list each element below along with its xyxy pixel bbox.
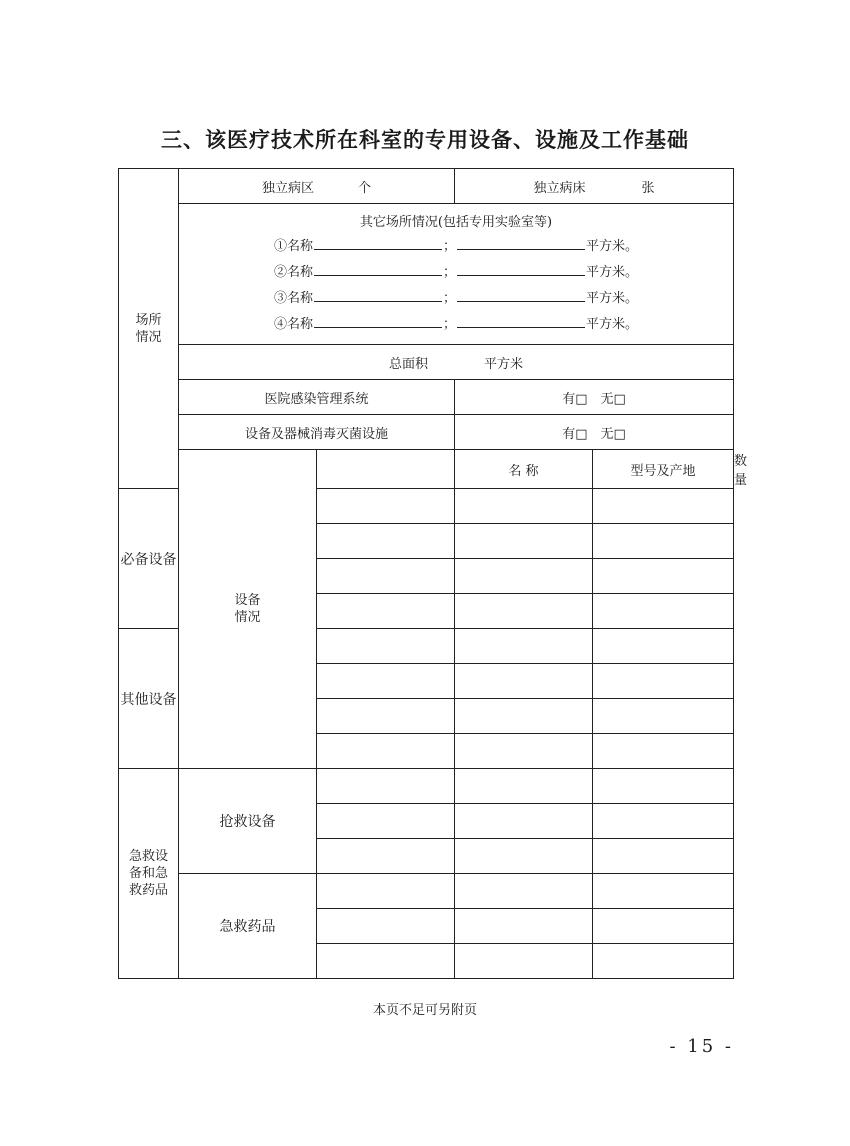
table-cell[interactable] — [317, 839, 455, 874]
table-cell[interactable] — [317, 909, 455, 944]
ward-label: 独立病区 — [261, 180, 314, 196]
infection-system-options[interactable]: 有□ 无□ — [455, 380, 734, 415]
entry-semicolon: ； — [442, 264, 456, 280]
table-cell[interactable] — [455, 909, 593, 944]
entry-semicolon: ； — [442, 238, 456, 254]
column-header-name: 名 称 — [455, 450, 593, 489]
table-cell[interactable] — [317, 769, 455, 804]
entry-area-blank[interactable] — [457, 287, 585, 302]
entry-marker: ①名称 — [273, 238, 313, 254]
table-cell[interactable] — [593, 839, 734, 874]
total-area-cell[interactable] — [179, 345, 734, 380]
equipment-section-label-line: 设备 — [234, 593, 261, 608]
table-cell[interactable] — [455, 804, 593, 839]
entry-area-blank[interactable] — [457, 235, 585, 250]
equipment-section-label — [179, 450, 317, 769]
infection-system-label: 医院感染管理系统 — [179, 380, 455, 415]
table-cell[interactable] — [593, 909, 734, 944]
footer-note: 本页不足可另附页 — [372, 1003, 477, 1018]
table-cell[interactable] — [593, 524, 734, 559]
table-cell[interactable] — [593, 629, 734, 664]
table-cell[interactable] — [317, 664, 455, 699]
emergency-section-label — [119, 769, 179, 979]
table-cell[interactable] — [317, 699, 455, 734]
entry-name-blank[interactable] — [314, 261, 442, 276]
emergency-section-label-line: 急救设 — [128, 849, 168, 864]
entry-name-blank[interactable] — [314, 235, 442, 250]
table-cell[interactable] — [455, 699, 593, 734]
table-cell[interactable] — [593, 944, 734, 979]
table-cell[interactable] — [317, 524, 455, 559]
entry-unit: 平方米。 — [586, 290, 639, 306]
table-cell[interactable] — [593, 699, 734, 734]
table-cell[interactable] — [593, 594, 734, 629]
table-cell[interactable] — [593, 874, 734, 909]
entry-unit: 平方米。 — [586, 264, 639, 280]
table-cell[interactable] — [593, 804, 734, 839]
page-title: 三、该医疗技术所在科室的专用设备、设施及工作基础 — [161, 128, 689, 152]
entry-marker: ④名称 — [273, 316, 313, 332]
required-equipment-label: 必备设备 — [119, 489, 179, 629]
disinfection-label: 设备及器械消毒灭菌设施 — [179, 415, 455, 450]
emergency-section-label-line: 救药品 — [128, 883, 168, 898]
entry-name-blank[interactable] — [314, 313, 442, 328]
other-equipment-label: 其他设备 — [119, 629, 179, 769]
ward-unit: 个 — [358, 180, 372, 196]
bed-label: 独立病床 — [533, 180, 586, 196]
ward-cell[interactable] — [179, 169, 455, 204]
table-cell[interactable] — [593, 734, 734, 769]
table-cell[interactable] — [455, 559, 593, 594]
entry-area-blank[interactable] — [457, 261, 585, 276]
venue-entry — [179, 286, 733, 312]
other-places-label: 其它场所情况(包括专用实验室等) — [359, 214, 553, 230]
table-cell[interactable] — [317, 734, 455, 769]
entry-name-blank[interactable] — [314, 287, 442, 302]
entry-area-blank[interactable] — [457, 313, 585, 328]
table-cell[interactable] — [455, 594, 593, 629]
venue-section-label-line: 情况 — [135, 329, 162, 345]
emergency-drugs-label: 急救药品 — [179, 874, 317, 979]
table-cell[interactable] — [593, 664, 734, 699]
page-number: - 15 - — [669, 1036, 734, 1057]
table-cell[interactable] — [317, 594, 455, 629]
table-cell[interactable] — [455, 734, 593, 769]
table-cell[interactable] — [593, 489, 734, 524]
equipment-section-label-line: 情况 — [234, 610, 261, 625]
header-empty-cell — [317, 450, 455, 489]
table-cell[interactable] — [455, 629, 593, 664]
entry-marker: ②名称 — [273, 264, 313, 280]
table-cell[interactable] — [317, 874, 455, 909]
bed-cell[interactable] — [455, 169, 734, 204]
venue-entry — [179, 234, 733, 260]
venue-entry — [179, 260, 733, 286]
total-area-unit: 平方米 — [484, 356, 524, 372]
disinfection-options[interactable]: 有□ 无□ — [455, 415, 734, 450]
table-cell[interactable] — [455, 874, 593, 909]
entry-unit: 平方米。 — [586, 316, 639, 332]
table-cell[interactable] — [317, 629, 455, 664]
table-cell[interactable] — [455, 489, 593, 524]
rescue-equipment-label: 抢救设备 — [179, 769, 317, 874]
table-cell[interactable] — [317, 944, 455, 979]
table-cell[interactable] — [455, 769, 593, 804]
column-header-model: 型号及产地 — [593, 450, 734, 489]
table-cell[interactable] — [455, 664, 593, 699]
venue-section-label — [119, 169, 179, 489]
other-places-cell — [179, 204, 734, 345]
table-cell[interactable] — [593, 769, 734, 804]
entry-semicolon: ； — [442, 316, 456, 332]
table-cell[interactable] — [317, 804, 455, 839]
equipment-facilities-form: 场所 情况 独立病区 个 独立病床 张 其它场所情况(包括专用实验室等) ①名称 ； 平方米。 ②名称 ； 平方米。 ③名称 ； 平方米。 ④名称 ； 平方米。 总面积 平方米 医院感染管理系统 有□ 无□ 设备及器械消毒灭菌设施 有□ 无□ 设备 情况 名 称 型号及产地 数量 必备设备 其他设备 急救设 备和急 救药品 抢救设备 急救药品 — [118, 168, 734, 979]
total-area-label: 总面积 — [388, 356, 428, 372]
bed-unit: 张 — [641, 180, 655, 196]
table-cell[interactable] — [317, 559, 455, 594]
table-cell[interactable] — [317, 489, 455, 524]
table-cell[interactable] — [455, 839, 593, 874]
entry-marker: ③名称 — [273, 290, 313, 306]
venue-section-label-line: 场所 — [135, 312, 162, 328]
table-cell[interactable] — [593, 559, 734, 594]
table-cell[interactable] — [455, 944, 593, 979]
venue-entry — [179, 312, 733, 338]
entry-unit: 平方米。 — [586, 238, 639, 254]
table-cell[interactable] — [455, 524, 593, 559]
entry-semicolon: ； — [442, 290, 456, 306]
emergency-section-label-line: 备和急 — [128, 866, 168, 881]
